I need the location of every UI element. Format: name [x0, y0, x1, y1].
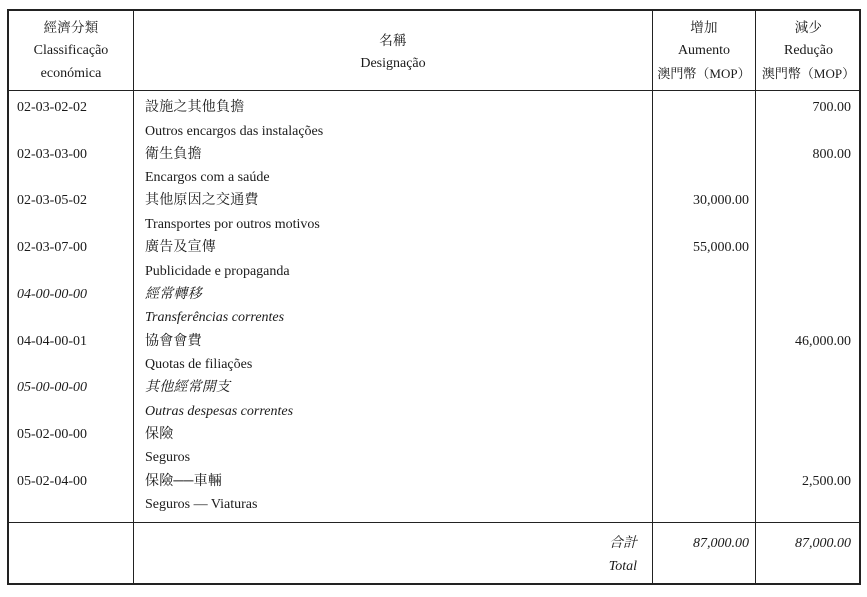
header-divider [9, 90, 859, 91]
row-code: 02-03-03-00 [17, 146, 87, 162]
column-divider [133, 11, 134, 583]
header-increase [653, 16, 755, 85]
header-increase-pt: Aumento [677, 43, 731, 58]
header-designation [134, 29, 652, 75]
header-designation-pt: Designação [360, 56, 426, 71]
row-code: 02-03-05-02 [17, 193, 87, 209]
row-designation-zh: 設施之其他負擔 [145, 100, 245, 115]
header-decrease-zh: 減少 [794, 20, 823, 35]
row-designation-pt: Transportes por outros motivos [145, 216, 320, 232]
row-code: 04-04-00-01 [17, 333, 87, 349]
row-designation-zh: 衛生負擔 [145, 146, 202, 162]
row-code: 05-00-00-00 [17, 380, 87, 396]
header-classification-zh: 經濟分類 [43, 20, 99, 35]
row-designation-pt: Seguros [145, 450, 191, 466]
column-divider [652, 11, 653, 583]
column-divider [755, 11, 756, 583]
row-designation-pt: Outras despesas correntes [145, 403, 294, 419]
total-increase: 87,000.00 [693, 536, 749, 551]
header-classification-pt-1: Classificação [33, 43, 109, 58]
header-decrease [756, 16, 861, 85]
budget-table [7, 9, 861, 585]
row-designation-pt: Transferências correntes [145, 310, 285, 326]
row-designation-zh: 經常轉移 [145, 286, 202, 302]
row-designation-zh: 廣告及宣傳 [145, 240, 216, 256]
row-increase: 30,000.00 [693, 193, 749, 209]
row-designation-pt: Encargos com a saúde [145, 170, 270, 186]
total-label-zh: 合計 [609, 536, 637, 551]
row-code: 05-02-00-00 [17, 426, 87, 442]
header-increase-zh: 增加 [690, 20, 718, 35]
row-designation-zh: 其他經常開支 [145, 380, 231, 396]
row-designation-zh: 保險──車輛 [145, 473, 223, 489]
row-code: 02-03-07-00 [17, 240, 87, 256]
header-designation-zh: 名稱 [379, 33, 407, 48]
row-designation-zh: 協會會費 [145, 333, 202, 349]
total-divider [9, 522, 859, 523]
row-code: 02-03-02-02 [17, 100, 87, 115]
row-code: 05-02-04-00 [17, 473, 87, 489]
row-code: 04-00-00-00 [17, 286, 87, 302]
header-classification-pt-2: económica [40, 66, 102, 81]
header-decrease-pt: Redução [784, 43, 833, 58]
row-decrease: 2,500.00 [802, 473, 851, 489]
row-designation-zh: 其他原因之交通費 [145, 193, 259, 209]
row-designation-zh: 保險 [145, 426, 174, 442]
row-designation-pt: Quotas de filiações [145, 357, 253, 372]
header-classification [9, 16, 133, 85]
row-designation-pt: Publicidade e propaganda [145, 263, 290, 279]
header-increase-unit: 澳門幣（MOP） [657, 66, 751, 81]
header-decrease-unit: 澳門幣（MOP） [761, 66, 856, 81]
row-decrease: 800.00 [812, 146, 851, 162]
row-decrease: 46,000.00 [795, 333, 851, 349]
total-label-pt: Total [608, 559, 637, 574]
total-decrease: 87,000.00 [795, 536, 851, 551]
row-designation-pt: Seguros — Viaturas [145, 497, 258, 513]
row-increase: 55,000.00 [693, 240, 749, 256]
row-decrease: 700.00 [812, 100, 851, 115]
row-designation-pt: Outros encargos das instalações [145, 123, 324, 139]
